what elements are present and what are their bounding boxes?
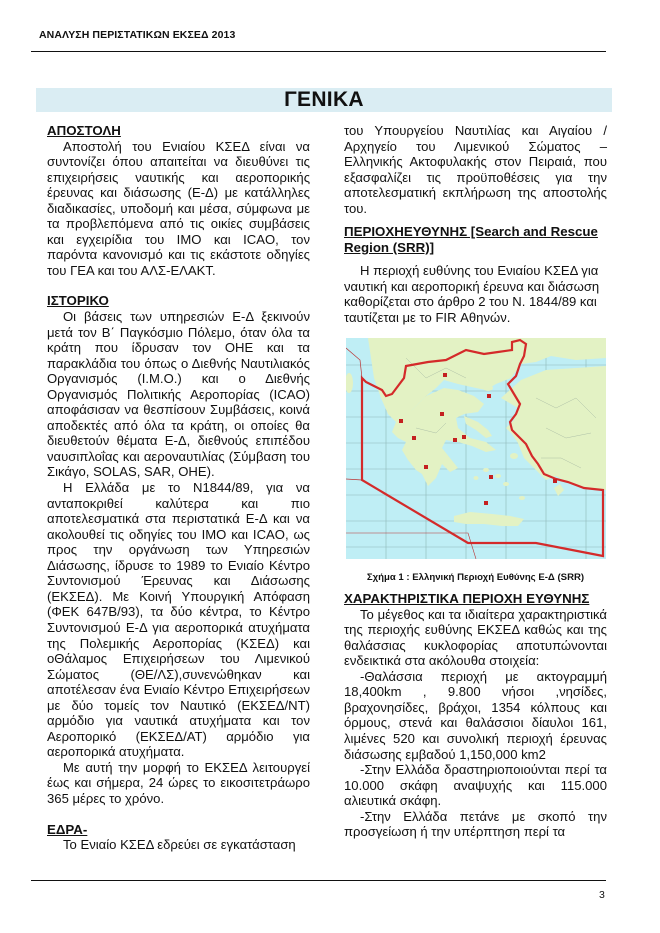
- heading-seat: ΕΔΡΑ-: [47, 821, 88, 837]
- header-rule: [31, 51, 606, 52]
- characteristics-paragraph-1: Το μέγεθος και τα ιδιαίτερα χαρακτηριστικά της περιοχής ευθύνης ΕΚΣΕΔ καθώς και της θαλάσσιας κυκλοφορίας αποτυπώνονται ενδεικτικά στα ακόλουθα στοιχεία:: [344, 606, 607, 669]
- characteristics-paragraph-3: -Στην Ελλάδα δραστηριοποιούνται περί τα 10.000 σκάφη αναψυχής και 115.000 αλιευτικά σκάφη.: [344, 762, 607, 809]
- right-column: [344, 123, 607, 840]
- footer-rule: [31, 880, 606, 881]
- left-column: [47, 123, 310, 853]
- seat-paragraph-continued: του Υπουργείου Ναυτιλίας και Αιγαίου / Αρχηγείο του Λιμενικού Σώματος – Ελληνικής Ακτοφυλακής στον Πειραιά, που εξασφαλίζει τις προϋποθέσεις για την αποτελεσματική εκπλήρωση της αποστολής του.: [344, 123, 607, 216]
- running-header: ΑΝΑΛΥΣΗ ΠΕΡΙΣΤΑΤΙΚΩΝ ΕΚΣΕΔ 2013: [39, 29, 236, 41]
- mission-paragraph: Αποστολή του Ενιαίου ΚΣΕΔ είναι να συντονίζει όπου απαιτείται να διευθύνει τις επιχειρήσεις ναυτικής και αεροπορικής έρευνας και διάσωσης (Ε-Δ) με κατάλληλες διαδικασίες, υποδομή και μέσα, σύμφωνα με τα προβλεπόμενα από τις οικίες συμβάσεις και εγχειρίδια του IMO και ICAO, τον παρόντα κανονισμό και τις εκάστοτε οδηγίες του ΓΕΑ και του ΑΛΣ-ΕΛΑΚΤ.: [47, 138, 310, 278]
- heading-history: ΙΣΤΟΡΙΚΟ: [47, 293, 109, 309]
- characteristics-paragraph-2: -Θαλάσσια περιοχή με ακτογραμμή 18,400km , 9.800 νήσοι ,νησίδες, βραχονησίδες, βράχοι, 1354 κόλπους και όρμους, στενά και θαλάσσιοι δίαυλοι 161, λιμένες 520 και συνολική περιοχή έρευνας διάσωσης εμβαδού 1,150,000 km2: [344, 668, 607, 762]
- characteristics-paragraph-4: -Στην Ελλάδα πετάνε με σκοπό την προσγείωση ή την υπέρπτηση περί τα: [344, 808, 607, 840]
- history-paragraph-3: Με αυτή την μορφή το ΕΚΣΕΔ λειτουργεί έως και σήμερα, 24 ώρες το εικοσιτετράωρο 365 μέρες το χρόνο.: [47, 759, 310, 806]
- heading-mission: ΑΠΟΣΤΟΛΗ: [47, 123, 121, 138]
- history-paragraph-2: Η Ελλάδα με το Ν1844/89, για να ανταποκριθεί καλύτερα και πιο αποτελεσματικά στα περιστατικά Ε-Δ και να ακολουθεί τις οδηγίες του IMO και ICAO, ως προς την οργάνωση των Υπηρεσιών Διάσωσης, ίδρυσε το 1989 το Ενιαίο Κέντρο Συντονισμού Έρευνας και Διάσωσης (ΕΚΣΕΔ). Με Κοινή Υπουργική Απόφαση (ΦΕΚ 647Β/93), τα δύο κέντρα, το Κέντρο Συντονισμού Ε-Δ για αεροπορικά ατυχήματα της Πολεμικής Αεροπορίας (ΚΣΕΔ) και οΘάλαμος Επιχειρήσεων του Λιμενικού Σώματος (ΘΕ/ΛΣ),συνενώθηκαν και αποτέλεσαν ένα Ενιαίο Κέντρο Επιχειρήσεων με δύο τομείς τον Ναυτικό (ΕΚΣΕΔ/ΝΤ) αρμόδιο για ναυτικά ατυχήματα και τον Αεροπορικό (ΕΚΣΕΔ/ΑΤ) αρμόδιο για αεροπορικά ατυχήματα.: [47, 480, 310, 760]
- heading-srr: ΠΕΡΙΟΧΗΕΥΘΥΝΗΣ [Search and Rescue Region (SRR)]: [344, 224, 598, 255]
- figure-caption: Σχήμα 1 : Ελληνική Περιοχή Ευθύνης Ε-Δ (SRR): [366, 571, 585, 583]
- seat-paragraph-start: Το Ενιαίο ΚΣΕΔ εδρεύει σε εγκατάσταση: [63, 837, 296, 853]
- section-title-banner: [36, 88, 612, 112]
- srr-paragraph: Η περιοχή ευθύνης του Ενιαίου ΚΣΕΔ για ναυτική και αεροπορική έρευνα και διάσωση καθορίζεται στο άρθρο 2 του Ν. 1844/89 και ταυτίζεται με το FIR Αθηνών.: [344, 263, 600, 326]
- history-paragraph-1: Οι βάσεις των υπηρεσιών Ε-Δ ξεκινούν μετά τον Β΄ Παγκόσμιο Πόλεμο, όταν όλα τα κράτη που ίδρυσαν τον ΟΗΕ και τα παρακλάδια του όπως ο Διεθνής Ναυτιλιακός Οργανισμός (Ι.Μ.Ο.) και ο Διεθνής Οργανισμός Πολιτικής Αεροπορίας (ICAO) αποφάσισαν να θεσπίσουν Συμβάσεις, κοινά αποδεκτές από όλα τα κράτη, οι οποίες θα διευθετούν θέματα Ε-Δ, διεθνούς επιπέδου ναυσιπλοΐας και αεροναυτιλίας (Σύμβαση του Σικάγο, SOLAS, SAR, ΟΗΕ).: [47, 309, 310, 480]
- srr-map-figure: [346, 338, 606, 559]
- page-number: 3: [599, 889, 605, 901]
- greece-srr-map: [346, 338, 606, 559]
- heading-characteristics: ΧΑΡΑΚΤΗΡΙΣΤΙΚΑ ΠΕΡΙΟΧΗ ΕΥΘΥΝΗΣ: [344, 591, 590, 607]
- section-title: ΓΕΝΙΚΑ: [284, 88, 364, 111]
